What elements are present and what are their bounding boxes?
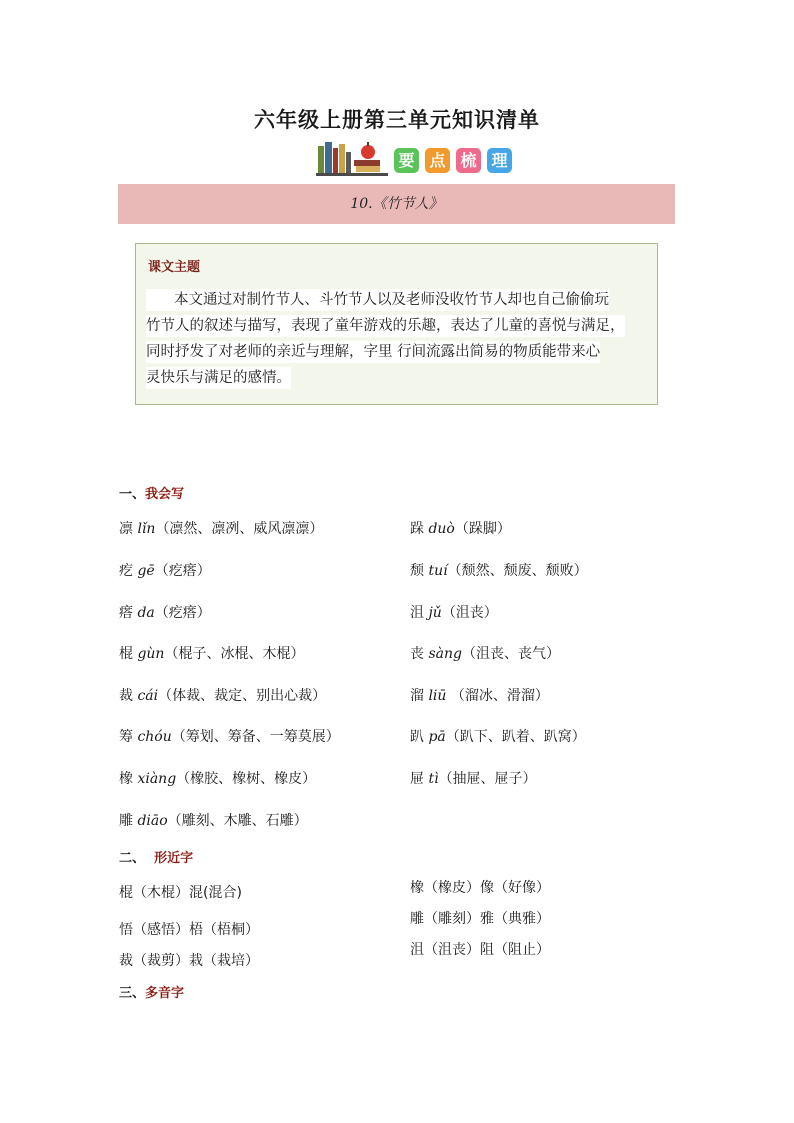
vocab-char: 丧 xyxy=(410,646,424,662)
similar-char-item: 棍（木棍）混(混合) xyxy=(119,885,242,901)
theme-heading: 课文主题 xyxy=(148,260,201,275)
section-2-number: 二、 xyxy=(119,851,146,866)
section-1-label: 我会写 xyxy=(145,487,185,502)
vocab-item xyxy=(119,643,304,663)
vocab-pinyin: jǔ xyxy=(428,605,442,621)
bookshelf-icon xyxy=(316,138,392,178)
vocab-words: （棍子、冰棍、木棍） xyxy=(164,646,305,662)
vocab-words: （体裁、裁定、别出心裁） xyxy=(158,688,327,704)
vocab-pinyin: xiàng xyxy=(137,771,177,787)
vocab-char: 颓 xyxy=(410,563,424,579)
vocab-char: 趴 xyxy=(410,729,424,745)
vocab-char: 凛 xyxy=(119,521,133,537)
vocab-char: 瘩 xyxy=(119,605,133,621)
vocab-item xyxy=(410,726,586,746)
theme-line: 灵快乐与满足的感情。 xyxy=(146,367,291,389)
section-1-heading xyxy=(119,483,184,502)
section-banner xyxy=(316,138,526,178)
vocab-words: （跺脚） xyxy=(454,521,511,537)
banner-tile-4: 理 xyxy=(487,148,512,173)
vocab-char: 屉 xyxy=(410,771,424,787)
similar-char-item: 沮（沮丧）阻（阻止） xyxy=(410,942,550,958)
section-3-heading xyxy=(119,982,184,1001)
vocab-item xyxy=(119,726,340,746)
similar-char-item: 裁（裁剪）栽（栽培） xyxy=(119,953,259,969)
vocab-pinyin: duò xyxy=(428,521,455,537)
vocab-pinyin: chóu xyxy=(137,729,172,745)
vocab-item xyxy=(410,643,560,663)
theme-box xyxy=(135,243,658,405)
vocab-words: （疙瘩） xyxy=(154,605,211,621)
vocab-pinyin: gùn xyxy=(137,646,165,662)
vocab-words: （颓然、颓废、颓败） xyxy=(447,563,588,579)
theme-line: 同时抒发了对老师的亲近与理解，字里 行间流露出简易的物质能带来心 xyxy=(146,341,600,363)
banner-tile-2: 点 xyxy=(425,148,450,173)
section-3-label: 多音字 xyxy=(145,986,185,1001)
vocab-item xyxy=(119,518,323,538)
vocab-pinyin: da xyxy=(137,605,155,621)
vocab-item xyxy=(119,768,316,788)
vocab-pinyin: tì xyxy=(428,771,439,787)
vocab-char: 雕 xyxy=(119,813,133,829)
vocab-words: （沮丧） xyxy=(441,605,498,621)
vocab-item xyxy=(119,602,211,622)
vocab-pinyin: sàng xyxy=(428,646,462,662)
vocab-pinyin: diāo xyxy=(137,813,168,829)
vocab-words: （橡胶、橡树、橡皮） xyxy=(176,771,317,787)
vocab-words: （筹划、筹备、一筹莫展） xyxy=(171,729,340,745)
similar-char-item: 橡（橡皮）像（好像） xyxy=(410,880,550,896)
theme-line: 本文通过对制竹节人、斗竹节人以及老师没收竹节人却也自己偷偷玩 xyxy=(146,289,609,311)
theme-line: 竹节人的叙述与描写，表现了童年游戏的乐趣，表达了儿童的喜悦与满足， xyxy=(146,315,625,337)
vocab-item xyxy=(119,560,211,580)
vocab-pinyin: lǐn xyxy=(137,521,156,537)
similar-char-item: 悟（感悟）梧（梧桐） xyxy=(119,922,259,938)
vocab-item xyxy=(410,768,537,788)
vocab-item xyxy=(410,602,498,622)
vocab-char: 溜 xyxy=(410,688,424,704)
lesson-title: 10.《竹节人》 xyxy=(350,196,443,212)
vocab-char: 筹 xyxy=(119,729,133,745)
vocab-words: （凛然、凛冽、威风凛凛） xyxy=(155,521,324,537)
theme-text xyxy=(146,285,648,393)
vocab-char: 跺 xyxy=(410,521,424,537)
section-3-number: 三、 xyxy=(119,986,146,1001)
vocab-pinyin: tuí xyxy=(428,563,448,579)
vocab-words: （抽屉、屉子） xyxy=(438,771,537,787)
vocab-char: 沮 xyxy=(410,605,424,621)
section-2-heading xyxy=(119,847,193,866)
banner-tile-3: 梳 xyxy=(456,148,481,173)
page-title: 六年级上册第三单元知识清单 xyxy=(254,108,540,132)
vocab-words: （溜冰、滑溜） xyxy=(446,688,549,704)
vocab-item xyxy=(410,560,588,580)
vocab-words: （雕刻、木雕、石雕） xyxy=(167,813,308,829)
vocab-char: 棍 xyxy=(119,646,133,662)
vocab-pinyin: gē xyxy=(137,563,155,579)
vocab-item xyxy=(410,685,549,705)
vocab-char: 疙 xyxy=(119,563,133,579)
vocab-words: （沮丧、丧气） xyxy=(461,646,560,662)
vocab-item xyxy=(119,685,326,705)
section-2-label: 形近字 xyxy=(154,851,194,866)
vocab-pinyin: liū xyxy=(428,688,447,704)
vocab-item xyxy=(119,810,308,830)
vocab-char: 裁 xyxy=(119,688,133,704)
section-1-number: 一、 xyxy=(119,487,146,502)
vocab-pinyin: pā xyxy=(428,729,446,745)
banner-tile-1: 要 xyxy=(394,148,419,173)
vocab-words: （趴下、趴着、趴窝） xyxy=(445,729,586,745)
vocab-item xyxy=(410,518,511,538)
vocab-char: 橡 xyxy=(119,771,133,787)
similar-char-item: 雕（雕刻）雅（典雅） xyxy=(410,911,550,927)
vocab-pinyin: cái xyxy=(137,688,159,704)
vocab-words: （疙瘩） xyxy=(154,563,211,579)
lesson-header xyxy=(118,184,675,224)
